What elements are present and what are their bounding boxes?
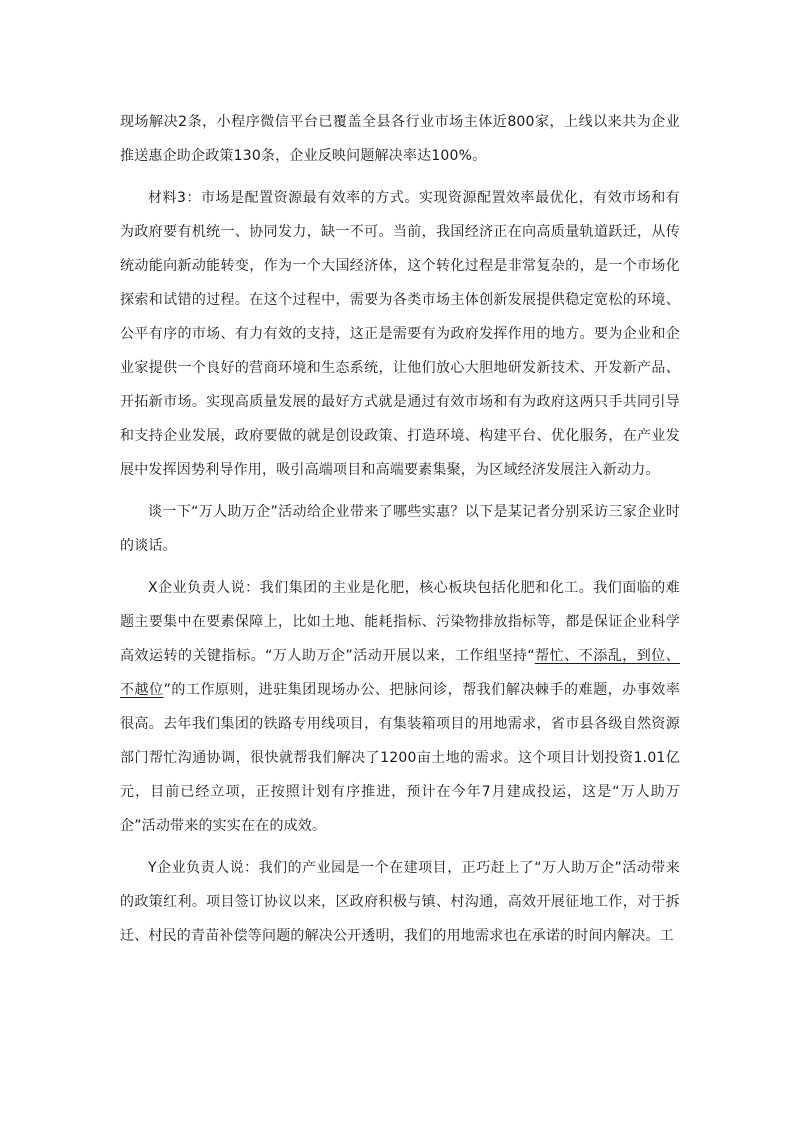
company-x-text-after: ”的工作原则，进驻集团现场办公、把脉问诊，帮我们解决棘手的难题，办事效率很高。去年我们集团的铁路专用线项目，有集装箱项目的用地需求，省市县各级自然资源部门帮忙沟通协调，很快就帮我们解决了1200亩土地的需求。这个项目计划投资1.01亿元，目前已经立项，正按照计划有序推进，预计在今年7月建成投运，这是“万人助万企”活动带来的实实在在的成效。 <box>120 682 680 834</box>
paragraph-company-y: Y企业负责人说：我们的产业园是一个在建项目，正巧赶上了“万人助万企”活动带来的政策红利。项目签订协议以来，区政府积极与镇、村沟通，高效开展征地工作，对于拆迁、村民的青苗补偿等问题的解决公开透明，我们的用地需求也在承诺的时间内解决。工 <box>120 860 680 944</box>
company-x-underlined-principle: 帮忙、不添乱，到位、不越位 <box>120 648 680 698</box>
paragraph-interview-intro: 谈一下“万人助万企”活动给企业带来了哪些实惠？以下是某记者分别采访三家企业时的谈话。 <box>120 504 680 554</box>
document-body <box>120 105 680 953</box>
paragraph-material-3: 材料3：市场是配置资源最有效率的方式。实现资源配置效率最优化，有效市场和有为政府要有机统一、协同发力，缺一不可。当前，我国经济正在向高质量轨道跃迁，从传统动能向新动能转变，作为一个大国经济体，这个转化过程是非常复杂的，是一个市场化探索和试错的过程。在这个过程中，需要为各类市场主体创新发展提供稳定宽松的环境、公平有序的市场、有力有效的支持，这正是需要有为政府发挥作用的地方。要为企业和企业家提供一个良好的营商环境和生态系统，让他们放心大胆地研发新技术、开发新产品、开拓新市场。实现高质量发展的最好方式就是通过有效市场和有为政府这两只手共同引导和支持企业发展，政府要做的就是创设政策、打造环境、构建平台、优化服务，在产业发展中发挥因势利导作用，吸引高端项目和高端要素集聚，为区域经济发展注入新动力。 <box>120 190 680 478</box>
paragraph-continuation: 现场解决2条，小程序微信平台已覆盖全县各行业市场主体近800家，上线以来共为企业推送惠企助企政策130条，企业反映问题解决率达100%。 <box>120 114 680 164</box>
paragraph-company-x <box>120 571 680 843</box>
company-x-text-before: X企业负责人说：我们集团的主业是化肥，核心板块包括化肥和化工。我们面临的难题主要集中在要素保障上，比如土地、能耗指标、污染物排放指标等，都是保证企业科学高效运转的关键指标。“万人助万企”活动开展以来，工作组坚持“ <box>120 580 680 664</box>
